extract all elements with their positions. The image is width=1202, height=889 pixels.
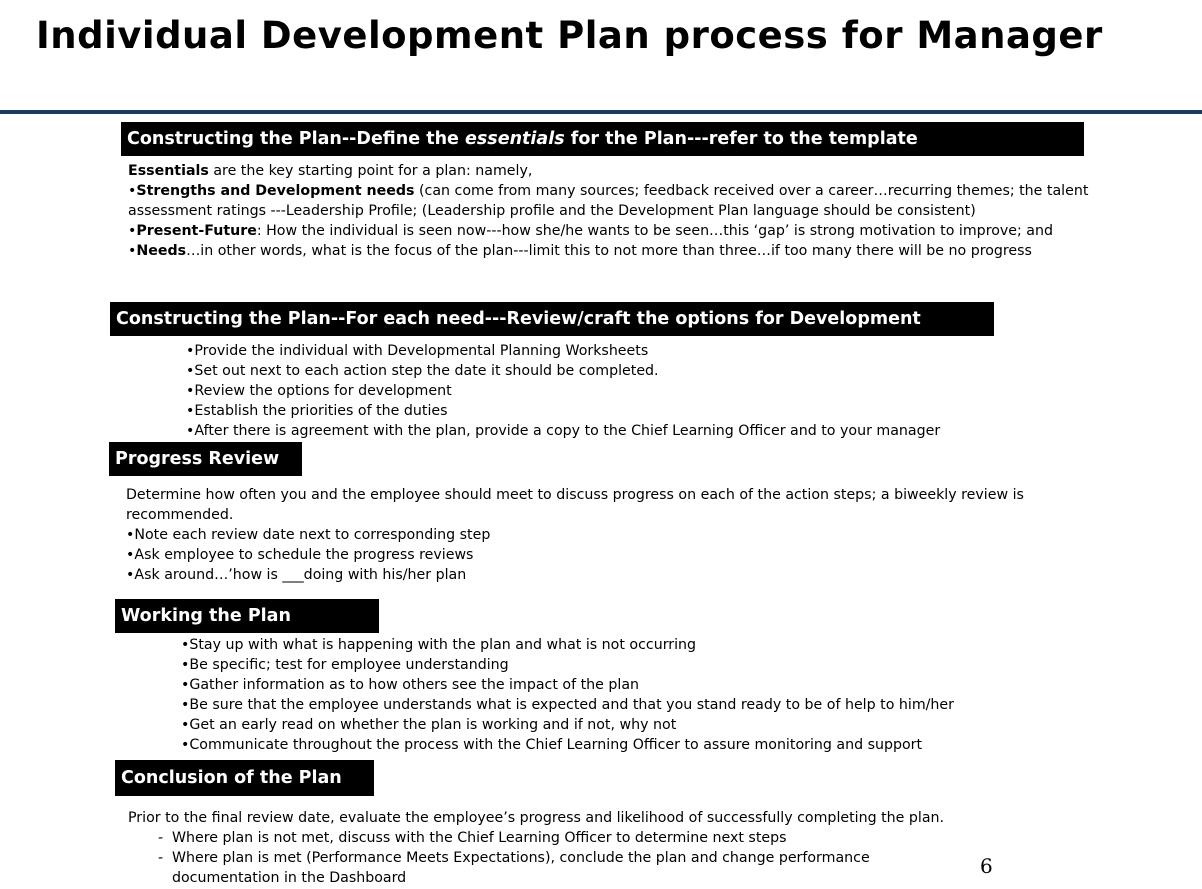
heading-emphasis: essentials [465,129,565,149]
line-text: Where plan is not met, discuss with the Chief Learning Officer to determine next steps [172,830,787,846]
line-text: (can come from many sources; feedback received over a career…recurring themes; the talent [414,183,1089,199]
list-item: •Be specific; test for employee understanding [181,657,509,673]
page-title: Individual Development Plan process for Manager [36,14,1103,57]
term: Essentials [128,163,209,179]
list-item: •Gather information as to how others see the impact of the plan [181,677,640,693]
term: Strengths and Development needs [136,183,415,199]
body-line: assessment ratings ---Leadership Profile; (Leadership profile and the Development Plan language should be consistent) [128,203,976,219]
body-line [128,181,1088,201]
section-body-working-the-plan [181,635,954,755]
body-line: Determine how often you and the employee should meet to discuss progress on each of the action steps; a biweekly review is [126,487,1024,503]
term: Present-Future [136,223,257,239]
line-text: …in other words, what is the focus of the plan---limit this to not more than three…if too many there will be no progress [186,243,1032,259]
line-text: are the key starting point for a plan: namely, [208,163,533,179]
list-item: •Set out next to each action step the date it should be completed. [186,363,659,379]
heading-text: for the Plan---refer to the template [564,129,918,149]
body-line [128,241,1088,261]
list-item [128,828,944,848]
bullet: • [128,183,137,199]
section-heading-conclusion: Conclusion of the Plan [115,760,374,796]
term: Needs [136,243,187,259]
bullet: • [128,223,137,239]
body-line: recommended. [126,507,234,523]
list-item: •Get an early read on whether the plan is working and if not, why not [181,717,677,733]
section-heading-working-the-plan: Working the Plan [115,599,379,633]
section-heading-essentials [121,122,1084,156]
section-heading-progress-review: Progress Review [109,442,302,476]
list-item: •Be sure that the employee understands what is expected and that you stand ready to be of help to him/her [181,697,954,713]
line-text: Where plan is met (Performance Meets Expectations), conclude the plan and change performance [172,850,870,866]
list-item: •After there is agreement with the plan, provide a copy to the Chief Learning Officer and to your manager [186,423,941,439]
list-item: •Provide the individual with Developmental Planning Worksheets [186,343,649,359]
section-body-conclusion [128,808,944,888]
list-item: •Ask employee to schedule the progress reviews [126,547,474,563]
list-item: •Communicate throughout the process with the Chief Learning Officer to assure monitoring and support [181,737,923,753]
list-item: •Establish the priorities of the duties [186,403,448,419]
section-body-options [186,341,940,441]
body-line [128,161,1088,181]
list-item: •Note each review date next to corresponding step [126,527,491,543]
bullet: • [128,243,137,259]
list-item-continuation: documentation in the Dashboard [172,870,407,886]
dash-marker: - [158,850,164,866]
list-item: •Stay up with what is happening with the plan and what is not occurring [181,637,697,653]
list-item: •Ask around…’how is ___doing with his/her plan [126,567,467,583]
dash-marker: - [158,830,164,846]
page-number: 6 [980,854,993,878]
list-item: •Review the options for development [186,383,452,399]
body-line: Prior to the final review date, evaluate the employee’s progress and likelihood of successfully completing the plan. [128,810,945,826]
body-line [128,221,1088,241]
section-body-essentials [128,161,1088,261]
list-item [128,848,944,868]
section-heading-options: Constructing the Plan--For each need---Review/craft the options for Development [110,302,994,336]
section-body-progress-review [126,485,1024,585]
title-divider [0,110,1202,114]
heading-text: Constructing the Plan--Define the [127,129,465,149]
line-text: : How the individual is seen now---how she/he wants to be seen…this ‘gap’ is strong motivation to improve; and [256,223,1053,239]
